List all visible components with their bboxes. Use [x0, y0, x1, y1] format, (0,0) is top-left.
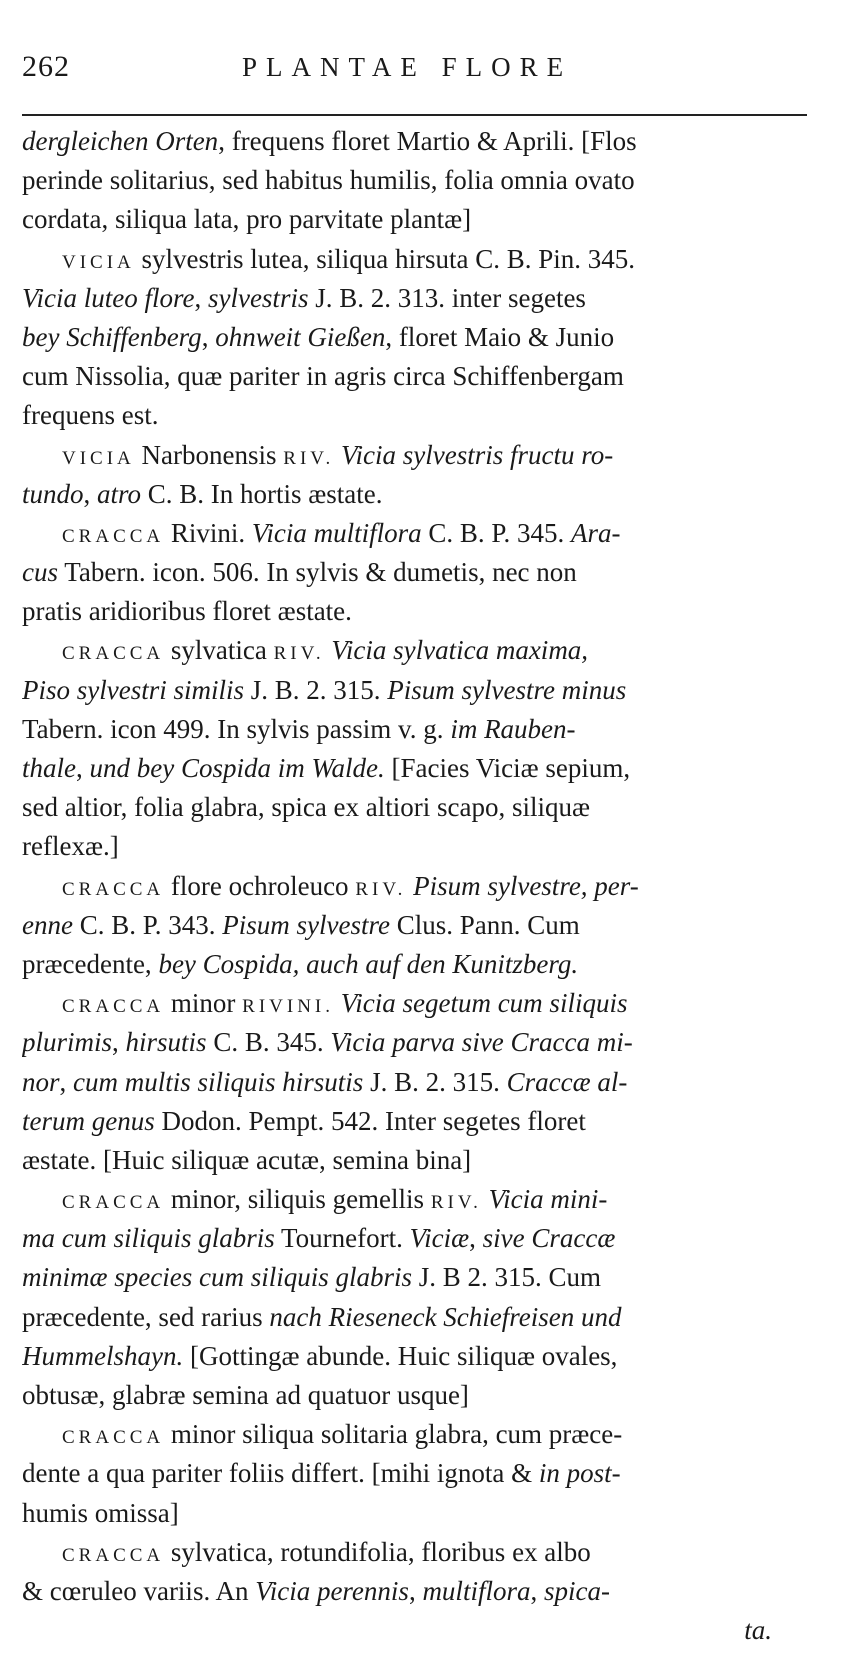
page-header	[22, 40, 812, 90]
text-line	[22, 514, 812, 553]
text-run: minor siliqua solitaria glabra, cum præce-	[164, 1419, 623, 1450]
text-run: reflexæ.]	[22, 831, 119, 862]
text-run: Tabern. icon. 506. In sylvis & dumetis, nec non	[58, 557, 577, 588]
italic-text: und bey Cospida im Walde.	[89, 753, 385, 783]
text-run: ,	[59, 1066, 74, 1097]
text-line	[22, 788, 812, 827]
italic-text: terum genus	[22, 1105, 155, 1136]
small-caps-term: CRACCA	[62, 1427, 165, 1449]
italic-text: Ara-	[570, 517, 621, 548]
text-run: Tabern. icon 499. In sylvis passim v. g.	[22, 713, 451, 744]
text-line	[22, 1180, 812, 1219]
text-run: C. B. P. 343.	[72, 909, 223, 940]
italic-text: Pisum sylvestre	[222, 909, 390, 940]
small-caps-term: RIV.	[430, 1192, 482, 1214]
text-run: J. B. 2. 315.	[244, 674, 388, 705]
text-run: J. B. 2. 313. inter segetes	[308, 282, 586, 313]
text-line	[22, 1494, 812, 1533]
text-line	[22, 396, 812, 435]
text-line	[22, 984, 812, 1023]
small-caps-term: CRACCA	[62, 643, 165, 665]
text-run: Clus. Pann. Cum	[389, 909, 580, 940]
text-line	[22, 1258, 812, 1297]
text-line	[22, 122, 812, 161]
italic-text: in post-	[538, 1458, 621, 1489]
text-run: æstate. [Huic siliquæ acutæ, semina bina]	[22, 1144, 472, 1175]
italic-text: ohnweit Gießen	[215, 321, 386, 352]
text-line	[22, 1219, 812, 1258]
italic-text: Vicia sylvatica maxima,	[331, 635, 589, 666]
text-run: C. B. In hortis æstate.	[141, 478, 383, 509]
italic-text: bey Cospida, auch auf den Kunitzberg.	[158, 948, 579, 979]
text-line	[22, 592, 812, 631]
text-run: ,	[201, 321, 216, 352]
italic-text: nor	[22, 1066, 60, 1097]
text-run: [Gottingæ abunde. Huic siliquæ ovales,	[183, 1340, 618, 1371]
header-rule	[22, 114, 807, 116]
italic-text: sylvestris	[207, 282, 309, 313]
italic-text: tundo	[22, 478, 84, 509]
italic-text: Vicia multiflora	[251, 517, 422, 548]
text-line	[22, 906, 812, 945]
text-run: sylvatica	[164, 635, 274, 666]
text-run: & cœruleo variis. An	[22, 1575, 256, 1606]
italic-text: atro	[97, 478, 142, 509]
text-line	[22, 1415, 812, 1454]
text-run: sylvestris lutea, siliqua hirsuta C. B. Pin. 345.	[134, 243, 636, 274]
text-run: , frequens floret Martio & Aprili. [Flos	[218, 126, 637, 156]
text-run: sylvatica, rotundifolia, floribus ex albo	[164, 1536, 591, 1567]
text-run: ,	[112, 1027, 126, 1058]
italic-text: Viciæ	[409, 1223, 470, 1254]
text-line	[22, 553, 812, 592]
text-line	[22, 357, 812, 396]
italic-text: minimæ species cum siliquis glabris	[22, 1262, 412, 1293]
italic-text: thale	[22, 753, 76, 783]
text-run: præcedente, sed rarius	[22, 1301, 270, 1332]
italic-text: ma cum siliquis glabris	[22, 1223, 275, 1254]
text-run: ,	[530, 1575, 544, 1606]
italic-text: bey Schiffenberg	[22, 321, 202, 352]
text-run: [Facies Viciæ sepium,	[384, 753, 631, 783]
italic-text: Pisum sylvestre, per-	[413, 870, 639, 901]
italic-text: Vicia segetum cum siliquis	[340, 988, 628, 1019]
small-caps-term: RIV.	[273, 643, 325, 665]
book-page	[22, 40, 812, 1646]
text-run: Tournefort.	[274, 1223, 410, 1254]
italic-text: hirsutis	[125, 1027, 207, 1058]
text-run: cordata, siliqua lata, pro parvitate plantæ]	[22, 204, 472, 235]
text-line	[22, 867, 812, 906]
text-run: pratis aridioribus floret æstate.	[22, 596, 352, 627]
text-line	[22, 200, 812, 239]
page-number: 262	[22, 50, 70, 83]
text-line	[22, 1063, 812, 1102]
text-line	[22, 161, 812, 200]
text-run: Narbonensis	[134, 439, 284, 470]
italic-text: Pisum sylvestre minus	[387, 674, 627, 705]
text-run: flore ochroleuco	[164, 870, 356, 901]
text-run: J. B 2. 315. Cum	[412, 1262, 602, 1293]
text-line	[22, 710, 812, 749]
text-run: Rivini.	[164, 517, 252, 548]
italic-text: Hummelshayn.	[22, 1340, 184, 1371]
running-title: PLANTAE FLORE	[242, 52, 573, 82]
text-run: cum Nissolia, quæ pariter in agris circa Schiffenbergam	[22, 361, 624, 392]
text-run	[482, 1184, 489, 1214]
small-caps-term: VICIA	[62, 251, 135, 273]
text-run: , floret Maio & Junio	[385, 321, 615, 352]
text-line	[22, 1454, 812, 1493]
text-run: minor	[164, 988, 243, 1019]
italic-text: dergleichen Orten	[22, 126, 219, 156]
text-line	[22, 1023, 812, 1062]
text-run: ,	[76, 753, 90, 783]
text-line	[22, 1376, 812, 1415]
text-run	[334, 988, 341, 1018]
italic-text: enne	[22, 909, 73, 940]
small-caps-term: CRACCA	[62, 1192, 165, 1214]
text-line	[22, 671, 812, 710]
small-caps-term: VICIA	[62, 447, 135, 469]
italic-text: Vicia parva sive Cracca mi-	[330, 1027, 633, 1058]
italic-text: cum multis siliquis hirsutis	[73, 1066, 364, 1097]
text-run: ,	[408, 1575, 423, 1606]
small-caps-term: CRACCA	[62, 525, 165, 547]
italic-text: cus	[22, 557, 58, 588]
text-run: ,	[83, 478, 98, 509]
text-run: præcedente,	[22, 948, 159, 979]
italic-text: Piso sylvestri similis	[22, 674, 244, 705]
text-line	[22, 1298, 812, 1337]
text-run: minor, siliquis gemellis	[164, 1184, 431, 1215]
text-line	[22, 318, 812, 357]
text-line	[22, 240, 812, 279]
italic-text: plurimis	[22, 1027, 113, 1058]
small-caps-term: CRACCA	[62, 878, 165, 900]
italic-text: Vicia sylvestris fructu ro-	[341, 439, 614, 470]
small-caps-term: RIVINI.	[242, 996, 334, 1018]
italic-text: Craccæ al-	[506, 1066, 628, 1097]
italic-text: multiflora	[422, 1575, 531, 1606]
text-line	[22, 749, 812, 788]
text-run: C. B. 345.	[206, 1027, 331, 1058]
small-caps-term: CRACCA	[62, 996, 165, 1018]
text-line	[22, 945, 812, 984]
italic-text: nach Rieseneck Schiefreisen und	[269, 1301, 622, 1332]
text-line	[22, 1572, 812, 1611]
italic-text: im Rauben-	[450, 713, 576, 744]
text-line	[22, 436, 812, 475]
text-body	[22, 122, 812, 1650]
text-run: humis omissa]	[22, 1497, 179, 1528]
text-run: sed altior, folia glabra, spica ex altiori scapo, siliquæ	[22, 792, 591, 823]
italic-text: sive Craccæ	[482, 1223, 616, 1254]
text-run: ,	[194, 282, 208, 313]
text-run: frequens est.	[22, 400, 159, 431]
text-line	[22, 631, 812, 670]
text-line	[22, 1337, 812, 1376]
text-run: J. B. 2. 315.	[363, 1066, 507, 1097]
text-run: obtusæ, glabræ semina ad quatuor usque]	[22, 1380, 469, 1410]
text-run: C. B. P. 345.	[421, 517, 571, 548]
text-run: perinde solitarius, sed habitus humilis, folia omnia ovato	[22, 165, 635, 196]
text-run: ,	[469, 1223, 483, 1254]
italic-text: Vicia luteo flore	[22, 282, 195, 313]
text-line	[22, 1102, 812, 1141]
text-line	[22, 1141, 812, 1180]
italic-text: spica-	[543, 1575, 610, 1606]
text-line	[22, 827, 812, 866]
italic-text: Vicia perennis	[255, 1575, 409, 1606]
text-line	[22, 1533, 812, 1572]
italic-text: Vicia mini-	[488, 1184, 608, 1215]
small-caps-term: RIV.	[283, 447, 335, 469]
text-line	[22, 279, 812, 318]
small-caps-term: RIV.	[355, 878, 407, 900]
text-line	[22, 475, 812, 514]
text-run: dente a qua pariter foliis differt. [mihi ignota &	[22, 1458, 539, 1489]
catchword: ta.	[744, 1615, 772, 1646]
text-run: Dodon. Pempt. 542. Inter segetes floret	[154, 1105, 586, 1136]
small-caps-term: CRACCA	[62, 1544, 165, 1566]
